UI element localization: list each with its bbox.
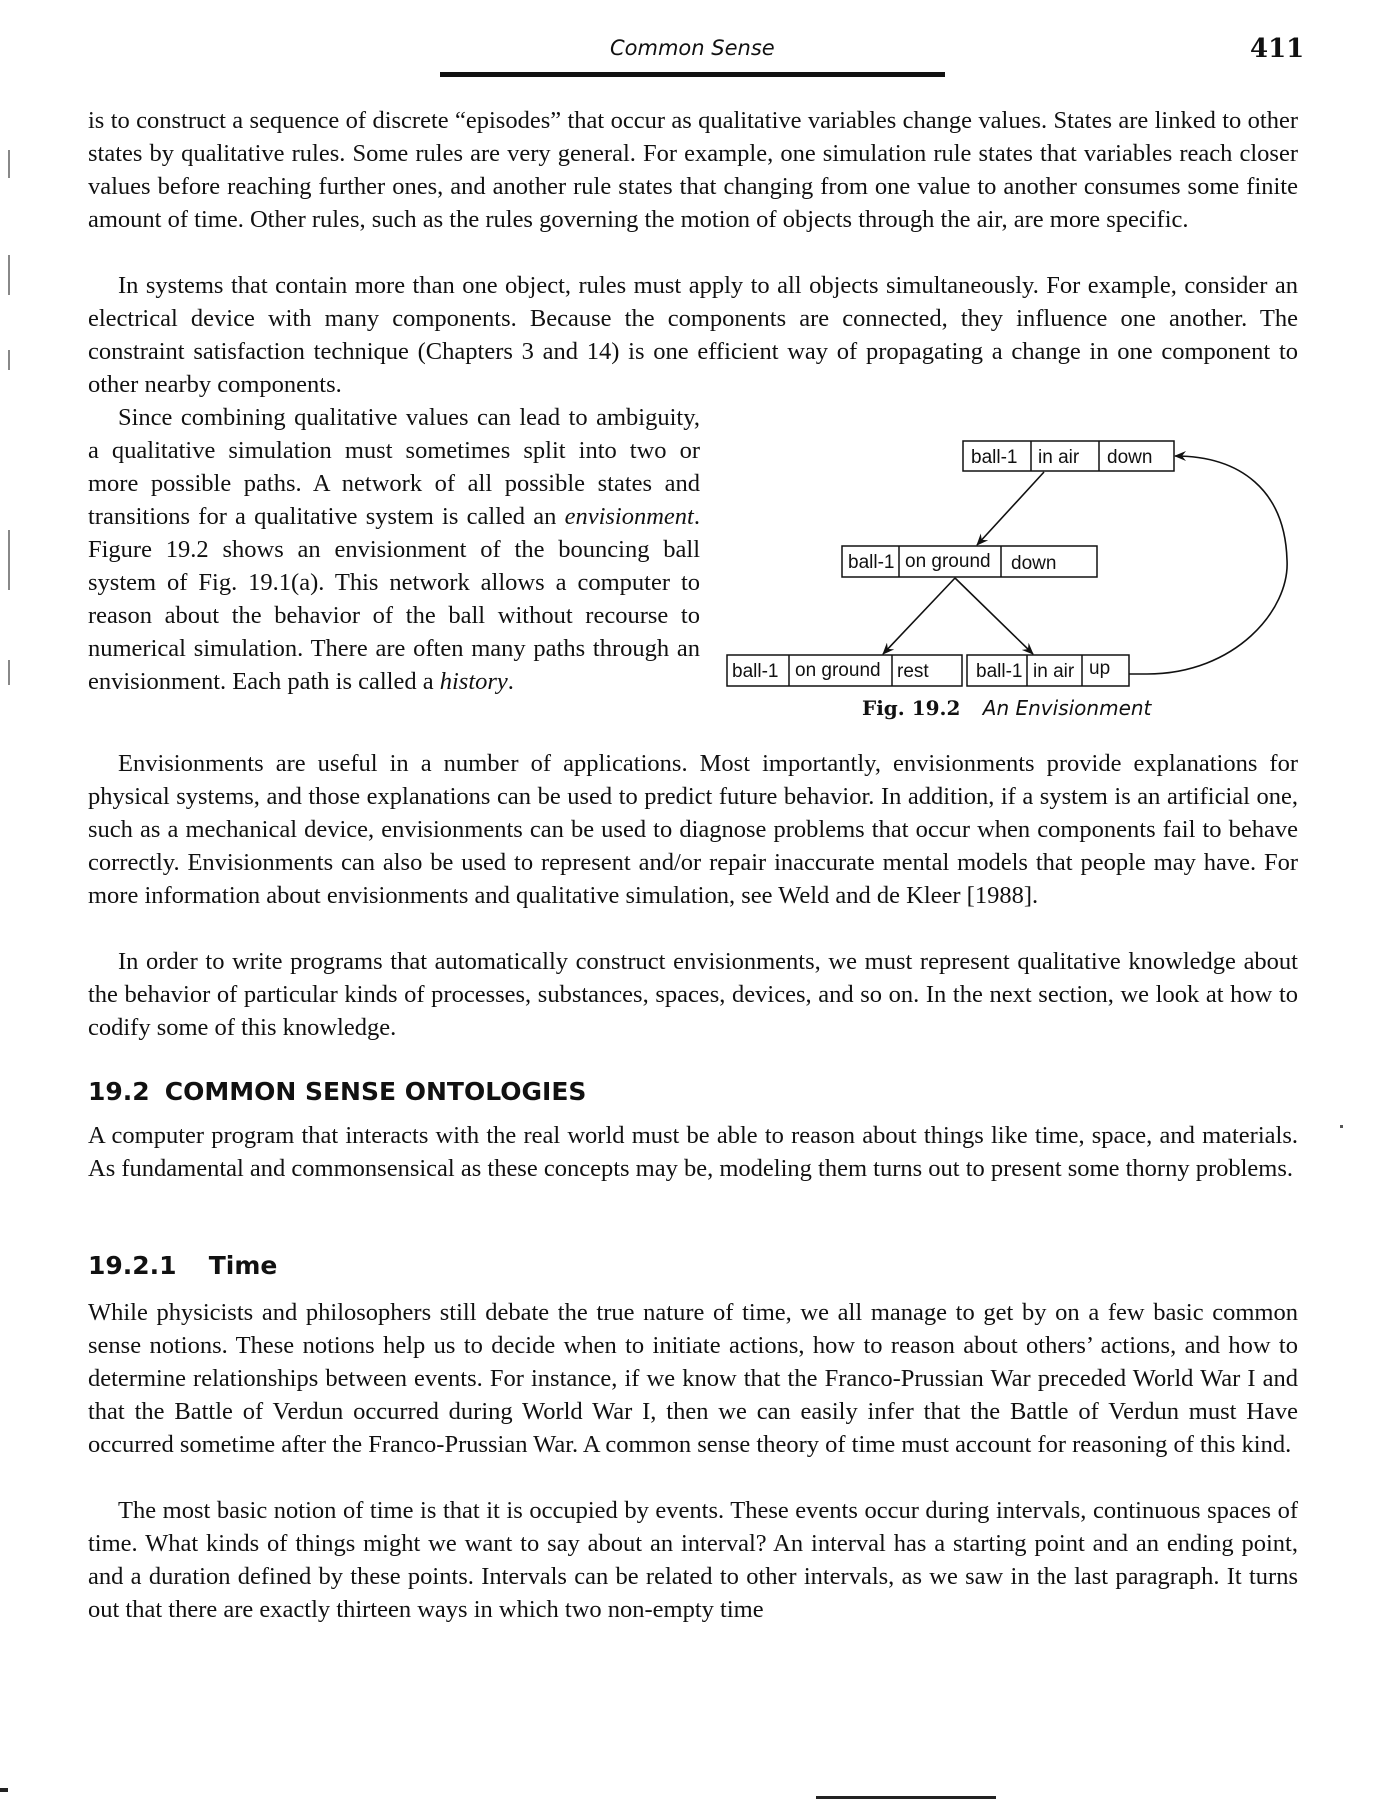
paragraph-envisionment-uses: Envisionments are useful in a number of applications. Most importantly, envisionments provide explanations for physical systems, and those explanations can be used to predict future behavior. In addition, if a system is an artificial one, such as a mechanical device, envisionments can be used to diagnose problems that occur when components fail to behave correctly. Envisionments can also be used to represent and/or repair inaccurate mental models that people may have. For more information about envisionments and qualitative simulation, see Weld and de Kleer [1988]. bbox=[88, 750, 1298, 909]
running-head-title: Common Sense bbox=[610, 36, 775, 60]
paragraph-episodes: is to construct a sequence of discrete “episodes” that occur as qualitative variables change values. States are linked to other states by qualitative rules. Some rules are very general. For example, one simulation rule states that variables reach closer values before reaching further ones, and another rule states that changing from one value to another consumes some finite amount of time. Other rules, such as the rules governing the motion of objects through the air, are more specific. bbox=[88, 107, 1298, 233]
scan-artifact bbox=[8, 530, 10, 590]
state-motion: down bbox=[1107, 447, 1153, 468]
transition-arrow bbox=[977, 472, 1044, 545]
paragraph-text: Since combining qualitative values can lead to ambiguity, a qualitative simulation must sometimes split into two or more possible paths. A network of all possible states and transitions for a qualitative system is called an bbox=[88, 404, 700, 530]
paragraph-time-notions: While physicists and philosophers still debate the true nature of time, we all manage to get by on a few basic common sense notions. These notions help us to decide when to initiate actions, how to reason about others’ actions, and how to determine relationships between events. For instance, if we know that the Franco-Prussian War preceded World War I and that the Battle of Verdun occurred during World War I, then we can easily infer that the Battle of Verdun must Have occurred sometime after the Franco-Prussian War. A common sense theory of time must account for reasoning of this kind. bbox=[88, 1299, 1298, 1458]
section-title: COMMON SENSE ONTOLOGIES bbox=[164, 1077, 587, 1106]
header-rule bbox=[440, 72, 945, 77]
state-position: on ground bbox=[905, 551, 991, 572]
section-number: 19.2 bbox=[88, 1077, 150, 1106]
state-box-in-air-up bbox=[967, 655, 1129, 686]
section-heading-19-2 bbox=[88, 1077, 586, 1106]
section-title: Time bbox=[208, 1251, 278, 1280]
section-number: 19.2.1 bbox=[88, 1251, 177, 1280]
figure-label: Fig. 19.2 bbox=[862, 696, 961, 720]
scan-artifact bbox=[8, 660, 10, 685]
figure-envisionment bbox=[715, 430, 1305, 730]
transition-arrow bbox=[883, 578, 955, 654]
state-box-on-ground-down bbox=[842, 546, 1097, 577]
transition-arrow-loop bbox=[1129, 456, 1287, 674]
state-position: on ground bbox=[795, 660, 881, 681]
state-position: in air bbox=[1038, 447, 1080, 468]
paragraph-codify-knowledge: In order to write programs that automatically construct envisionments, we must represent qualitative knowledge about the behavior of particular kinds of processes, substances, spaces, devices, and so on. In the next section, we look at how to codify some of this knowledge. bbox=[88, 948, 1298, 1041]
state-box-on-ground-rest bbox=[727, 655, 962, 686]
state-position: in air bbox=[1033, 661, 1075, 682]
transition-arrow bbox=[955, 578, 1033, 654]
state-motion: down bbox=[1011, 553, 1057, 574]
scan-artifact bbox=[8, 150, 10, 178]
state-object: ball-1 bbox=[971, 447, 1018, 468]
term-envisionment: envisionment bbox=[564, 503, 694, 530]
paragraph-text: . Figure 19.2 shows an envisionment of the bouncing ball system of Fig. 19.1(a). This network allows a computer to reason about the behavior of the ball without recourse to numerical simulation. There are often many paths through an envisionment. Each path is called a bbox=[88, 503, 700, 695]
section-heading-19-2-1 bbox=[88, 1251, 277, 1280]
paragraph-multiple-objects: In systems that contain more than one object, rules must apply to all objects simultaneously. For example, consider an electrical device with many components. Because the components are connected, they influence one another. The constraint satisfaction technique (Chapters 3 and 14) is one efficient way of propagating a change in one component to other nearby components. bbox=[88, 272, 1298, 398]
paragraph-text: . bbox=[507, 668, 514, 695]
state-motion: rest bbox=[897, 661, 929, 682]
figure-title: An Envisionment bbox=[982, 696, 1152, 720]
state-motion: up bbox=[1089, 658, 1111, 679]
page-number: 411 bbox=[1250, 34, 1305, 64]
scan-artifact bbox=[0, 1788, 8, 1792]
paragraph-intervals: The most basic notion of time is that it is occupied by events. These events occur during intervals, continuous spaces of time. What kinds of things might we want to say about an interval? An interval has a starting point and an ending point, and a duration defined by these points. Intervals can be related to other intervals, as we saw in the last paragraph. It turns out that there are exactly thirteen ways in which two non-empty time bbox=[88, 1497, 1298, 1623]
state-object: ball-1 bbox=[732, 661, 779, 682]
scan-artifact bbox=[8, 255, 10, 295]
paragraph-envisionment-definition bbox=[88, 401, 700, 698]
state-object: ball-1 bbox=[976, 661, 1023, 682]
figure-caption bbox=[862, 696, 1151, 720]
paragraph-ontologies-intro: A computer program that interacts with the real world must be able to reason about things like time, space, and materials. As fundamental and commonsensical as these concepts may be, modeling them turns out to present some thorny problems. bbox=[88, 1122, 1298, 1182]
state-object: ball-1 bbox=[848, 552, 895, 573]
envisionment-diagram bbox=[715, 430, 1305, 700]
state-box-in-air-down bbox=[963, 441, 1174, 471]
term-history: history bbox=[439, 668, 508, 695]
scan-artifact bbox=[816, 1796, 996, 1799]
scan-artifact bbox=[1340, 1125, 1343, 1128]
scan-artifact bbox=[8, 350, 10, 370]
